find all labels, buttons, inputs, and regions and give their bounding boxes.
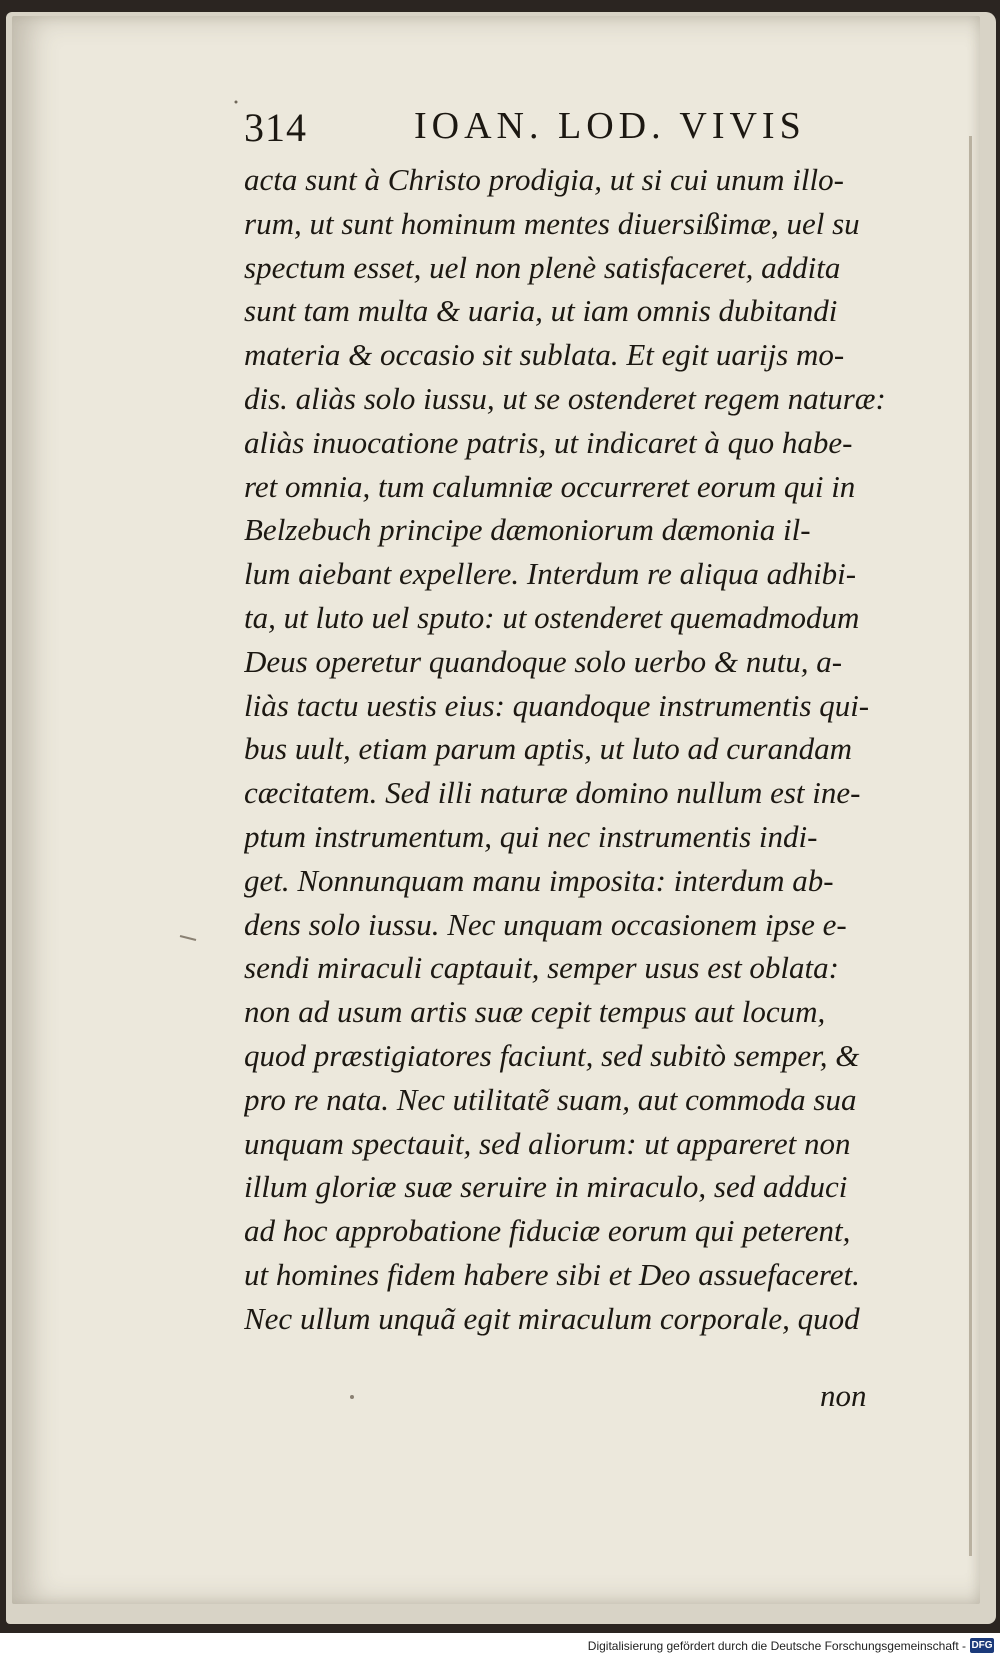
text-line: acta sunt à Christo prodigia, ut si cui unum illo- bbox=[244, 162, 844, 197]
page-header bbox=[244, 104, 944, 150]
text-line: lum aiebant expellere. Interdum re aliqua adhibi- bbox=[244, 556, 857, 592]
text-line: Belzebuch principe dæmoniorum dæmonia il- bbox=[244, 512, 811, 548]
text-line: sunt tam multa & uaria, ut iam omnis dubitandi bbox=[244, 293, 838, 329]
text-line: ta, ut luto uel sputo: ut ostenderet quemadmodum bbox=[244, 599, 860, 635]
body-text bbox=[244, 158, 934, 1341]
page-number: 314 bbox=[244, 105, 307, 150]
text-line: Deus operetur quandoque solo uerbo & nutu, a- bbox=[244, 643, 843, 679]
text-line: materia & occasio sit sublata. Et egit uarijs mo- bbox=[244, 337, 845, 373]
text-line: sendi miraculi captauit, semper usus est oblata: bbox=[244, 950, 839, 986]
text-line: pro re nata. Nec utilitatẽ suam, aut commoda sua bbox=[244, 1081, 857, 1117]
text-line: dis. aliàs solo iussu, ut se ostenderet regem naturæ: bbox=[244, 380, 886, 416]
text-line: Nec ullum unquã egit miraculum corporale, quod bbox=[244, 1300, 860, 1336]
text-line: rum, ut sunt hominum mentes diuersißimæ, uel su bbox=[244, 205, 860, 241]
funding-credit: Digitalisierung gefördert durch die Deutsche Forschungsgemeinschaft - bbox=[587, 1639, 966, 1653]
text-line: ptum instrumentum, qui nec instrumentis indi- bbox=[244, 818, 818, 854]
text-line: aliàs inuocatione patris, ut indicaret à quo habe- bbox=[244, 424, 853, 460]
text-line: cæcitatem. Sed illi naturæ domino nullum est ine- bbox=[244, 775, 861, 811]
dfg-logo: DFG bbox=[971, 1640, 993, 1651]
text-line: spectum esset, uel non plenè satisfaceret, addita bbox=[244, 249, 841, 285]
text-line: non ad usum artis suæ cepit tempus aut locum, bbox=[244, 994, 826, 1030]
text-line: bus uult, etiam parum aptis, ut luto ad curandam bbox=[244, 731, 852, 767]
running-title: IOAN. LOD. VIVIS bbox=[414, 105, 806, 147]
text-line: quod præstigiatores faciunt, sed subitò semper, & bbox=[244, 1037, 860, 1073]
text-line: ret omnia, tum calumniæ occurreret eorum qui in bbox=[244, 468, 856, 504]
digitization-footer bbox=[0, 1633, 1000, 1661]
page-edge bbox=[969, 136, 972, 1556]
text-line: illum gloriæ suæ seruire in miraculo, sed adduci bbox=[244, 1169, 848, 1205]
text-line: ut homines fidem habere sibi et Deo assuefaceret. bbox=[244, 1256, 860, 1292]
text-line: liàs tactu uestis eius: quandoque instrumentis qui- bbox=[244, 687, 870, 723]
text-line: get. Nonnunquam manu imposita: interdum ab- bbox=[244, 862, 834, 898]
text-line: dens solo iussu. Nec unquam occasionem ipse e- bbox=[244, 906, 847, 942]
text-line: ad hoc approbatione fiduciæ eorum qui peterent, bbox=[244, 1213, 851, 1249]
text-line: unquam spectauit, sed aliorum: ut appareret non bbox=[244, 1125, 851, 1161]
catchword: non bbox=[820, 1378, 867, 1413]
